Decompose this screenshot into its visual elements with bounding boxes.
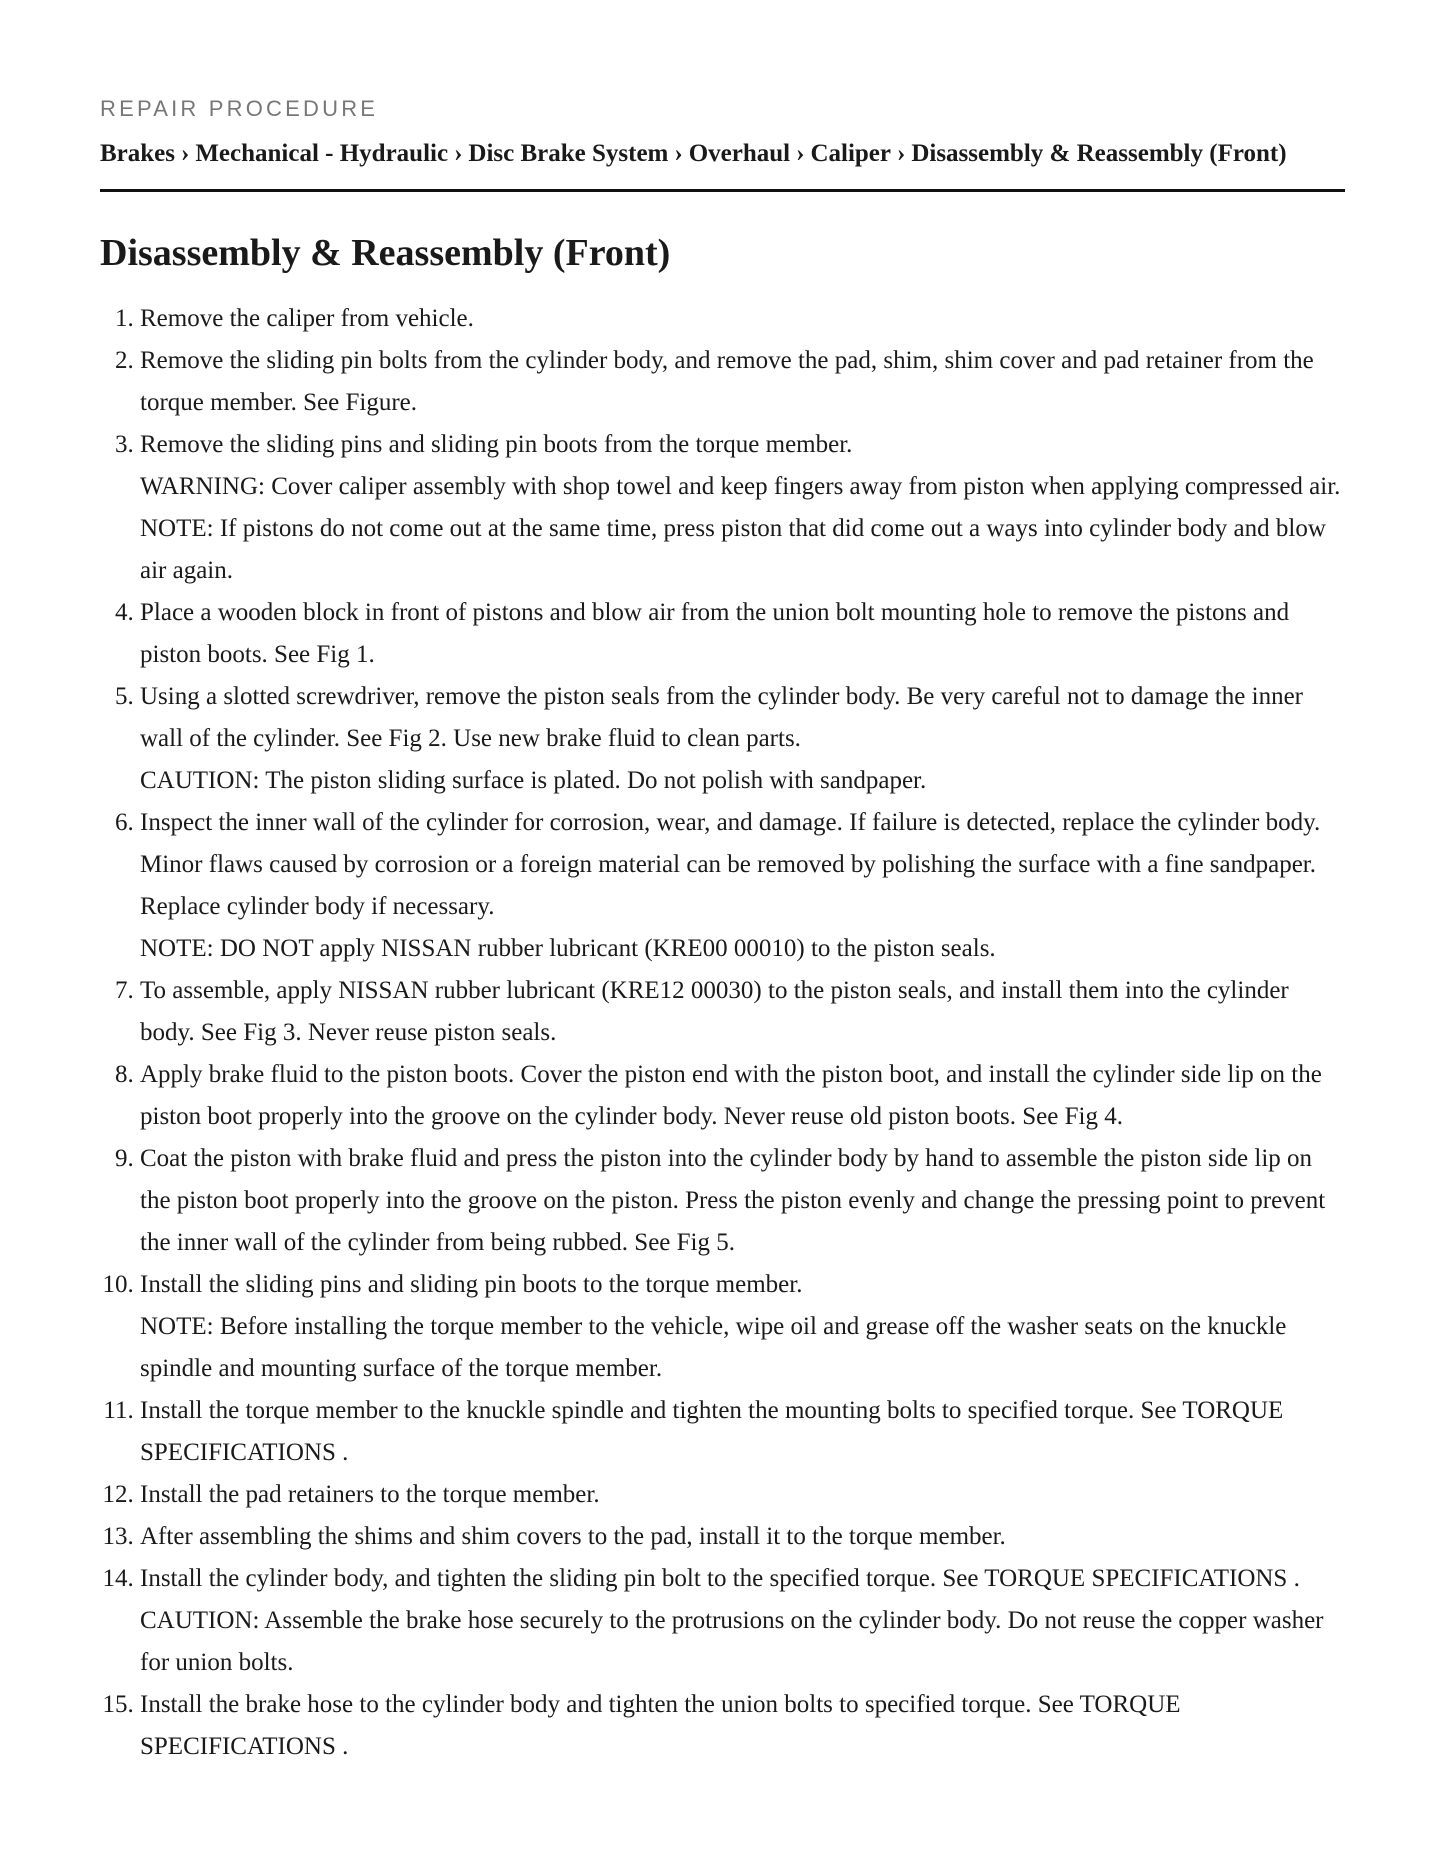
procedure-step: [140, 802, 1345, 970]
procedure-step: [140, 424, 1345, 592]
procedure-step: [140, 1054, 1345, 1138]
breadcrumb-item: Disassembly & Reassembly (Front): [911, 140, 1287, 167]
breadcrumb-item: Brakes: [100, 140, 175, 167]
procedure-step: [140, 676, 1345, 802]
step-text: Remove the caliper from vehicle.: [140, 305, 474, 332]
procedure-step: [140, 298, 1345, 340]
procedure-step: [140, 1516, 1345, 1558]
breadcrumb-item: Mechanical - Hydraulic: [195, 140, 449, 167]
procedure-step: [140, 592, 1345, 676]
breadcrumb-item: Caliper: [810, 140, 891, 167]
step-text: Install the brake hose to the cylinder body and tighten the union bolts to specified torque. See TORQUE SPECIFICATIONS .: [140, 1691, 1181, 1760]
step-note: NOTE: DO NOT apply NISSAN rubber lubricant (KRE00 00010) to the piston seals.: [140, 935, 996, 962]
procedure-step: [140, 340, 1345, 424]
step-text: To assemble, apply NISSAN rubber lubricant (KRE12 00030) to the piston seals, and install them into the cylinder body. See Fig 3. Never reuse piston seals.: [140, 977, 1289, 1046]
procedure-step: [140, 1558, 1345, 1684]
breadcrumb-separator: ›: [181, 140, 190, 167]
step-text: Apply brake fluid to the piston boots. Cover the piston end with the piston boot, and install the cylinder side lip on the piston boot properly into the groove on the cylinder body. Never reuse old piston boots. See Fig 4.: [140, 1061, 1322, 1130]
breadcrumb-separator: ›: [897, 140, 906, 167]
step-text: After assembling the shims and shim covers to the pad, install it to the torque member.: [140, 1523, 1006, 1550]
step-note: CAUTION: Assemble the brake hose securely to the protrusions on the cylinder body. Do not reuse the copper washer for union bolts.: [140, 1607, 1324, 1676]
step-note: CAUTION: The piston sliding surface is plated. Do not polish with sandpaper.: [140, 767, 927, 794]
procedure-step: [140, 1390, 1345, 1474]
step-text: Install the pad retainers to the torque member.: [140, 1481, 600, 1508]
step-text: Place a wooden block in front of pistons and blow air from the union bolt mounting hole to remove the pistons and piston boots. See Fig 1.: [140, 599, 1290, 668]
breadcrumb-separator: ›: [454, 140, 463, 167]
breadcrumb-item: Disc Brake System: [468, 140, 669, 167]
step-text: Install the sliding pins and sliding pin boots to the torque member.: [140, 1271, 803, 1298]
page-title: Disassembly & Reassembly (Front): [100, 232, 671, 274]
step-text: Install the cylinder body, and tighten the sliding pin bolt to the specified torque. See TORQUE SPECIFICATIONS .: [140, 1565, 1300, 1592]
procedure-step: [140, 1264, 1345, 1390]
step-text: Inspect the inner wall of the cylinder for corrosion, wear, and damage. If failure is detected, replace the cylinder body. Minor flaws caused by corrosion or a foreign material can be removed by polishing the surface with a fine sandpaper. Replace cylinder body if necessary.: [140, 809, 1321, 920]
breadcrumb-item: Overhaul: [688, 140, 791, 167]
procedure-step: [140, 1684, 1345, 1768]
procedure-step: [140, 1474, 1345, 1516]
procedure-steps-list: [100, 298, 1345, 1768]
step-note: NOTE: If pistons do not come out at the same time, press piston that did come out a ways into cylinder body and blow air again.: [140, 515, 1326, 584]
procedure-step: [140, 1138, 1345, 1264]
step-text: Remove the sliding pin bolts from the cylinder body, and remove the pad, shim, shim cover and pad retainer from the torque member. See Figure.: [140, 347, 1314, 416]
section-eyebrow: REPAIR PROCEDURE: [100, 96, 379, 121]
step-text: Coat the piston with brake fluid and press the piston into the cylinder body by hand to assemble the piston side lip on the piston boot properly into the groove on the piston. Press the piston evenly and change the pressing point to prevent the inner wall of the cylinder from being rubbed. See Fig 5.: [140, 1145, 1326, 1256]
procedure-step: [140, 970, 1345, 1054]
breadcrumb-separator: ›: [796, 140, 805, 167]
document-page: [100, 0, 1345, 1768]
header-divider: [100, 189, 1345, 192]
step-text: Using a slotted screwdriver, remove the piston seals from the cylinder body. Be very careful not to damage the inner wall of the cylinder. See Fig 2. Use new brake fluid to clean parts.: [140, 683, 1303, 752]
breadcrumb: [100, 139, 1345, 169]
step-text: Install the torque member to the knuckle spindle and tighten the mounting bolts to specified torque. See TORQUE SPECIFICATIONS .: [140, 1397, 1284, 1466]
step-note: WARNING: Cover caliper assembly with shop towel and keep fingers away from piston when applying compressed air.: [140, 473, 1341, 500]
breadcrumb-separator: ›: [674, 140, 683, 167]
step-note: NOTE: Before installing the torque member to the vehicle, wipe oil and grease off the washer seats on the knuckle spindle and mounting surface of the torque member.: [140, 1313, 1287, 1382]
step-text: Remove the sliding pins and sliding pin boots from the torque member.: [140, 431, 853, 458]
